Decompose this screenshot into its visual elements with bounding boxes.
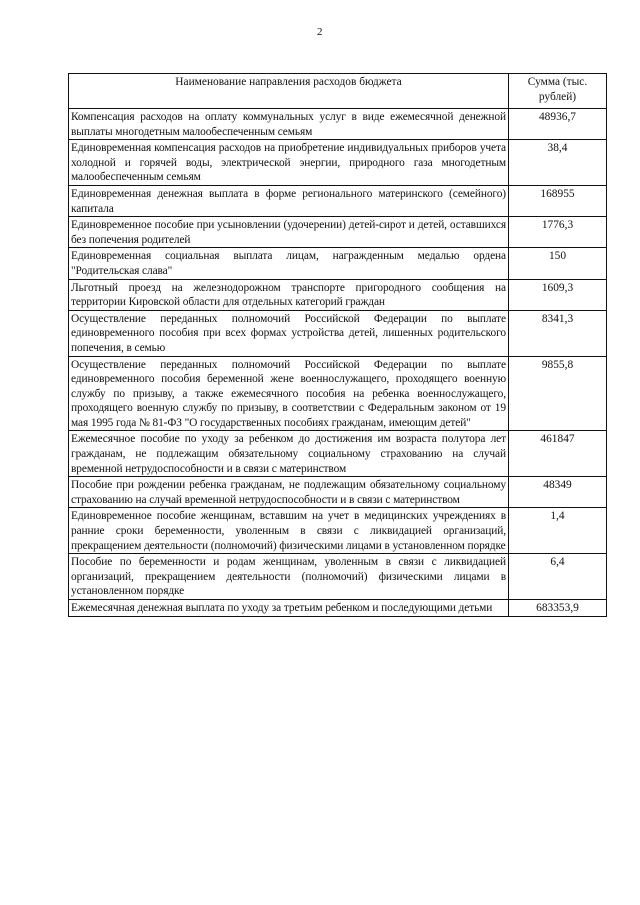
expense-amount: 1776,3: [509, 217, 607, 248]
expense-description: Ежемесячная денежная выплата по уходу за третьим ребенком и последующими детьми: [69, 600, 509, 617]
expense-description: Осуществление переданных полномочий Российской Федерации по выплате единовременного пособия при всех формах устройства детей, лишенных родительского попечения, в семью: [69, 310, 509, 356]
table-row: [69, 310, 607, 356]
table-row: [69, 477, 607, 508]
expense-amount: 683353,9: [509, 600, 607, 617]
table-header-row: [69, 74, 607, 109]
expense-amount: 1,4: [509, 508, 607, 554]
table-row: [69, 217, 607, 248]
expense-description: Единовременная компенсация расходов на приобретение индивидуальных приборов учета холодной и горячей воды, электрической энергии, природного газа многодетным малообеспеченным семьям: [69, 140, 509, 186]
expense-description: Единовременная социальная выплата лицам, награжденным медалью ордена "Родительская слава": [69, 248, 509, 279]
expense-amount: 150: [509, 248, 607, 279]
expense-amount: 6,4: [509, 554, 607, 600]
table-row: [69, 356, 607, 431]
expense-description: Льготный проезд на железнодорожном транспорте пригородного сообщения на территории Кировской области для отдельных категорий граждан: [69, 279, 509, 310]
expense-description: Единовременная денежная выплата в форме регионального материнского (семейного) капитала: [69, 185, 509, 216]
table-row: [69, 431, 607, 477]
expense-amount: 48936,7: [509, 109, 607, 140]
expense-description: Пособие по беременности и родам женщинам, уволенным в связи с ликвидацией организаций, прекращением деятельности (полномочий) физическими лицами в установленном порядке: [69, 554, 509, 600]
expense-description: Компенсация расходов на оплату коммунальных услуг в виде ежемесячной денежной выплаты многодетным малообеспеченным семьям: [69, 109, 509, 140]
expense-amount: 8341,3: [509, 310, 607, 356]
table-row: [69, 185, 607, 216]
expense-amount: 1609,3: [509, 279, 607, 310]
page-number: 2: [317, 26, 323, 38]
table-row: [69, 508, 607, 554]
header-expense-direction: Наименование направления расходов бюджета: [69, 74, 509, 109]
expense-description: Осуществление переданных полномочий Российской Федерации по выплате единовременного пособия беременной жене военнослужащего, проходящего военную службу по призыву, а также ежемесячного пособия на ребенка военнослужащего, проходящего военную службу по призыву, в соответствии с Федеральным законом от 19 мая 1995 года № 81-ФЗ "О государственных пособиях гражданам, имеющим детей": [69, 356, 509, 431]
budget-expenses-table: [68, 73, 607, 617]
expense-description: Единовременное пособие женщинам, вставшим на учет в медицинских учреждениях в ранние сроки беременности, уволенным в связи с ликвидацией организаций, прекращением деятельности (полномочий) физическими лицами в установленном порядке: [69, 508, 509, 554]
table-row: [69, 248, 607, 279]
table-row: [69, 140, 607, 186]
expense-amount: 9855,8: [509, 356, 607, 431]
table-row: [69, 554, 607, 600]
expense-description: Единовременное пособие при усыновлении (удочерении) детей-сирот и детей, оставшихся без попечения родителей: [69, 217, 509, 248]
header-sum: Сумма (тыс. рублей): [509, 74, 607, 109]
expense-description: Пособие при рождении ребенка гражданам, не подлежащим обязательному социальному страхованию на случай временной нетрудоспособности и в связи с материнством: [69, 477, 509, 508]
table-row: [69, 109, 607, 140]
expense-amount: 168955: [509, 185, 607, 216]
expense-description: Ежемесячное пособие по уходу за ребенком до достижения им возраста полутора лет гражданам, не подлежащим обязательному социальному страхованию на случай временной нетрудоспособности и в связи с материнством: [69, 431, 509, 477]
expense-amount: 38,4: [509, 140, 607, 186]
expense-amount: 48349: [509, 477, 607, 508]
expense-amount: 461847: [509, 431, 607, 477]
table-row: [69, 279, 607, 310]
table-row: [69, 600, 607, 617]
